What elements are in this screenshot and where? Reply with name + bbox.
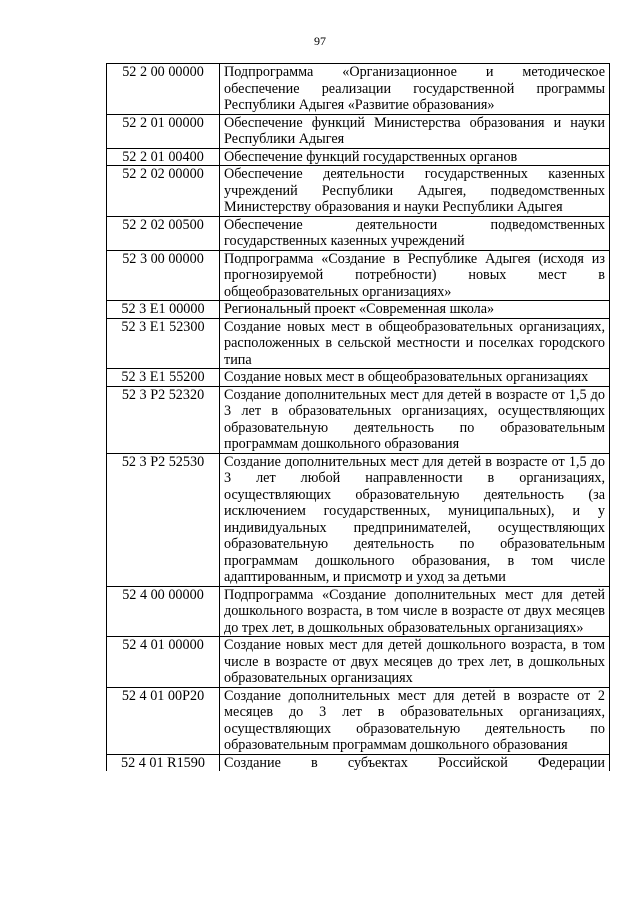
classification-code: 52 4 01 00000 xyxy=(107,637,220,688)
classification-description: Обеспечение деятельности подведомственных государственных казенных учреждений xyxy=(220,216,610,250)
classification-description: Создание дополнительных мест для детей в возрасте от 2 месяцев до 3 лет в образовательных организациях, осуществляющих образовательную деятельность по образовательным программам дошкольного образования xyxy=(220,687,610,754)
classification-code: 52 2 00 00000 xyxy=(107,64,220,115)
classification-code: 52 2 01 00000 xyxy=(107,114,220,148)
table-row xyxy=(107,318,610,369)
classification-description: Обеспечение деятельности государственных казенных учреждений Республики Адыгея, подведомственных Министерству образования и науки Республики Адыгея xyxy=(220,166,610,217)
table-row xyxy=(107,637,610,688)
classification-description: Обеспечение функций Министерства образования и науки Республики Адыгея xyxy=(220,114,610,148)
budget-classification-table xyxy=(106,63,610,771)
table-row xyxy=(107,386,610,453)
classification-description: Создание дополнительных мест для детей в возрасте от 1,5 до 3 лет любой направленности в организациях, осуществляющих образовательную деятельность (за исключением государственных, муниципальных), и у индивидуальных предпринимателей, осуществляющих образовательную деятельность по образовательным программам дошкольного образования, в том числе адаптированным, и присмотр и уход за детьми xyxy=(220,453,610,586)
classification-description: Создание новых мест для детей дошкольного возраста, в том числе в возрасте от двух месяцев до трех лет, в дошкольных образовательных организациях xyxy=(220,637,610,688)
classification-description: Создание новых мест в общеобразовательных организациях, расположенных в сельской местности и поселках городского типа xyxy=(220,318,610,369)
table-row xyxy=(107,250,610,301)
classification-code: 52 4 01 R1590 xyxy=(107,754,220,771)
classification-code: 52 4 00 00000 xyxy=(107,586,220,637)
classification-code: 52 4 01 00P20 xyxy=(107,687,220,754)
classification-description: Региональный проект «Современная школа» xyxy=(220,301,610,319)
table-row xyxy=(107,453,610,586)
table-row xyxy=(107,166,610,217)
table-row xyxy=(107,216,610,250)
classification-code: 52 3 00 00000 xyxy=(107,250,220,301)
classification-description: Создание в субъектах Российской Федерации xyxy=(220,754,610,771)
classification-description: Обеспечение функций государственных органов xyxy=(220,148,610,166)
table-row xyxy=(107,301,610,319)
classification-description: Подпрограмма «Создание дополнительных мест для детей дошкольного возраста, в том числе в возрасте от двух месяцев до трех лет, в дошкольных образовательных организациях» xyxy=(220,586,610,637)
page-number: 97 xyxy=(314,34,326,48)
classification-code: 52 3 E1 52300 xyxy=(107,318,220,369)
classification-code: 52 3 E1 00000 xyxy=(107,301,220,319)
table-row xyxy=(107,687,610,754)
table-row xyxy=(107,586,610,637)
table-row xyxy=(107,114,610,148)
table-row xyxy=(107,148,610,166)
classification-description: Создание новых мест в общеобразовательных организациях xyxy=(220,369,610,387)
table-row xyxy=(107,64,610,115)
classification-code: 52 2 01 00400 xyxy=(107,148,220,166)
classification-description: Создание дополнительных мест для детей в возрасте от 1,5 до 3 лет в образовательных организациях, осуществляющих образовательную деятельность по образовательным программам дошкольного образования xyxy=(220,386,610,453)
classification-code: 52 2 02 00500 xyxy=(107,216,220,250)
table-row xyxy=(107,369,610,387)
classification-code: 52 3 E1 55200 xyxy=(107,369,220,387)
classification-code: 52 3 P2 52530 xyxy=(107,453,220,586)
classification-description: Подпрограмма «Создание в Республике Адыгея (исходя из прогнозируемой потребности) новых мест в общеобразовательных организациях» xyxy=(220,250,610,301)
table-row xyxy=(107,754,610,771)
classification-code: 52 3 P2 52320 xyxy=(107,386,220,453)
classification-code: 52 2 02 00000 xyxy=(107,166,220,217)
classification-description: Подпрограмма «Организационное и методическое обеспечение реализации государственной программы Республики Адыгея «Развитие образования» xyxy=(220,64,610,115)
